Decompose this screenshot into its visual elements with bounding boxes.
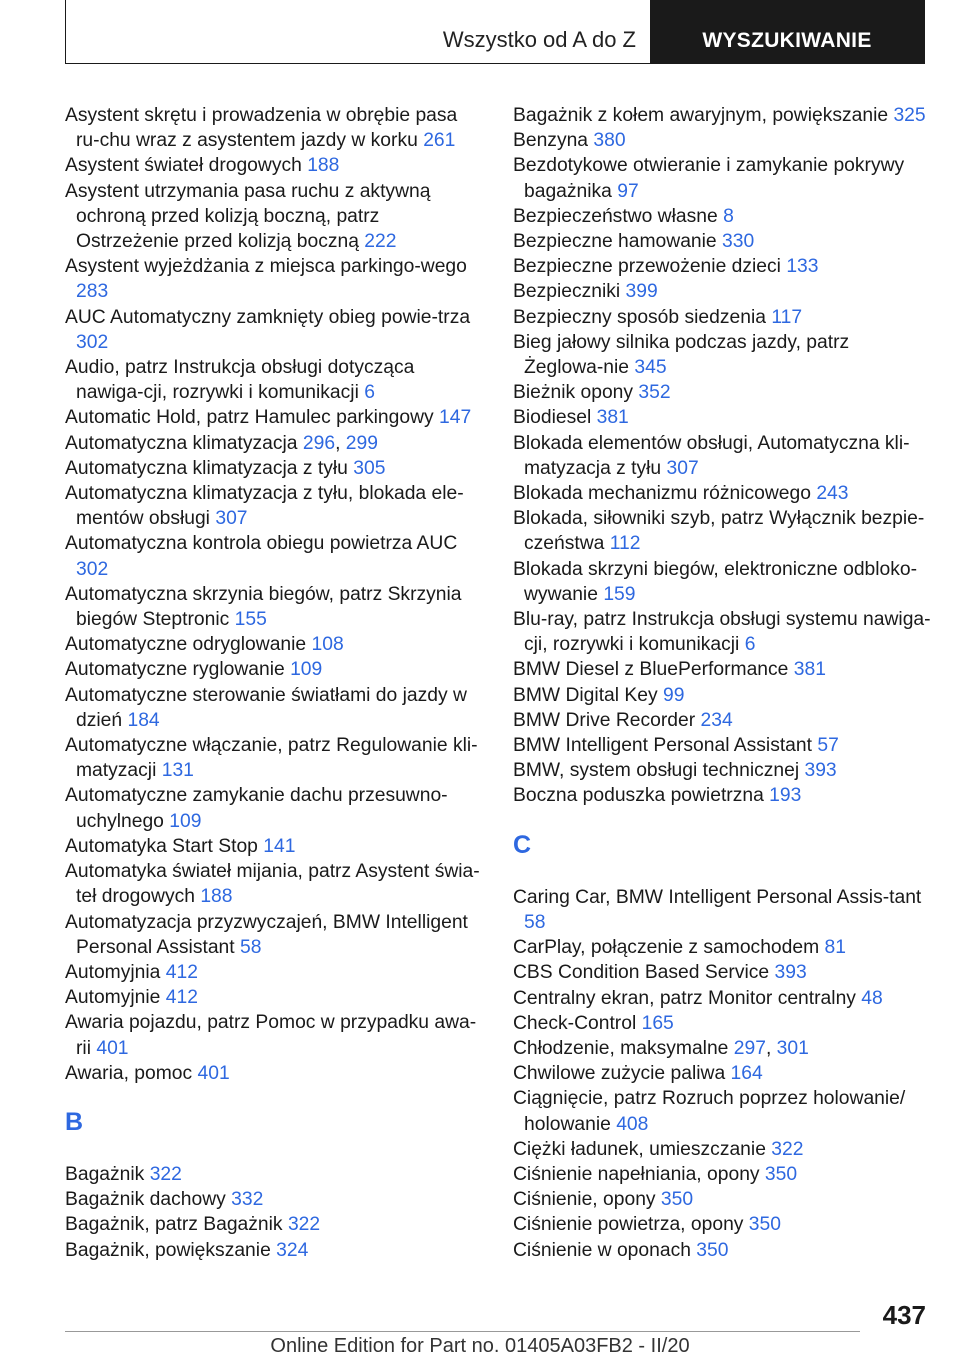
page-header [65,0,925,64]
index-entry-term: Ciśnienie w oponach [513,1239,691,1261]
index-entry-term: Automatyczne odryglowanie [65,634,307,656]
page-link[interactable]: 296 [302,432,336,454]
page-link[interactable]: 412 [165,961,198,983]
index-entry [513,683,933,708]
index-entry [513,986,933,1011]
page-link[interactable]: 305 [353,457,386,479]
index-entry [65,783,485,833]
page-link[interactable]: 184 [127,709,160,731]
index-entry-term: CarPlay, połączenie z samochodem [513,937,820,959]
page-link[interactable]: 193 [769,785,802,807]
index-entry [513,657,933,682]
page-link[interactable]: 133 [786,256,819,278]
index-entry [513,279,933,304]
index-entry-term: Bezpieczniki [513,281,621,303]
index-entry [65,1238,485,1263]
index-entry-term: Caring Car, BMW Intelligent Personal Assis‐tant [513,886,922,908]
page-link[interactable]: 131 [161,760,194,782]
index-entry-term: Centralny ekran, patrz Monitor centralny [513,987,856,1009]
section-letter-heading: B [65,1107,84,1136]
page-link[interactable]: 412 [165,987,198,1009]
index-entry [513,1061,933,1086]
index-entry [513,1137,933,1162]
index-entry [513,607,933,657]
page-link[interactable]: 164 [730,1063,763,1085]
page-link[interactable]: 8 [723,205,734,227]
page-link[interactable]: 58 [239,936,262,958]
page-link[interactable]: 234 [700,709,733,731]
index-entry-term: Bezpieczny sposób siedzenia [513,306,766,328]
index-entry [513,783,933,808]
index-entry-term: AUC Automatyczny zamknięty obieg powie‐trza [65,306,471,328]
index-entry-term: Automatic Hold, patrz Hamulec parkingowy [65,407,434,429]
index-entry-term: Blu-ray, patrz Instrukcja obsługi systemu nawiga‐cji, rozrywki i komunikacji [513,609,931,656]
page-link[interactable]: 188 [307,155,340,177]
index-entry [513,103,933,128]
page-link[interactable]: 165 [641,1012,674,1034]
index-entry [65,1162,485,1187]
page-link[interactable]: 399 [625,281,658,303]
index-entry-term: Bagażnik dachowy [65,1189,226,1211]
page-link[interactable]: 243 [816,483,849,505]
index-entry [513,305,933,330]
page-link[interactable]: 6 [364,382,375,404]
page-link[interactable]: 393 [804,760,837,782]
index-entry [513,885,933,935]
page-link[interactable]: 81 [824,937,846,959]
page-link[interactable]: 188 [200,886,233,908]
page-link[interactable]: 352 [638,382,671,404]
page-link[interactable]: 393 [774,962,807,984]
index-entry-term: Bezpieczeństwo własne [513,205,718,227]
page-link[interactable]: 324 [276,1239,309,1261]
page-link[interactable]: 6 [744,634,756,656]
index-entry-term: Bagażnik, powiększanie [65,1239,271,1261]
index-entry-term: Automatyczna kontrola obiegu powietrza AUC [65,533,458,555]
index-entry-term: CBS Condition Based Service [513,962,770,984]
page-link[interactable]: 108 [311,634,344,656]
index-entry [513,1162,933,1187]
index-entry [513,229,933,254]
index-column-right [513,103,933,1263]
index-entry-term: Blokada elementów obsługi, Automatyczna kli‐matyzacja z tyłu [513,432,910,479]
index-entry-term: Automatyka Start Stop [65,835,258,857]
page-link[interactable]: 322 [149,1163,182,1185]
index-column-left [65,103,485,1263]
index-entry-term: Asystent skrętu i prowadzenia w obrębie pasa ru‐chu wraz z asystentem jazdy w korku [65,105,458,152]
index-entry: Chłodzenie, maksymalne 297, 301 [513,1037,809,1059]
index-entry [513,153,933,203]
index-entry-term: Ciśnienie powietrza, opony [513,1214,744,1236]
index-entry-term: Automatyczne ryglowanie [65,659,285,681]
page-link[interactable]: 330 [722,231,755,253]
page-link[interactable]: 99 [663,684,685,706]
page-link[interactable]: 350 [660,1189,694,1211]
index-entry-term: BMW Digital Key [513,684,658,706]
index-entry-term: BMW Intelligent Personal Assistant [513,735,812,757]
page-link[interactable]: 381 [793,659,826,681]
index-entry-term: Ciśnienie napełniania, opony [513,1163,760,1185]
index-entry [65,1187,485,1212]
index-entry [65,153,485,178]
index-entry [513,733,933,758]
index-entry [65,456,485,481]
page-link[interactable]: 48 [861,987,883,1009]
index-entry-term: Bezdotykowe otwieranie i zamykanie pokrywy bagażnika [513,155,905,202]
index-entry-term: Automatyczna klimatyzacja z tyłu, blokada ele‐mentów obsługi [65,483,464,530]
section-letter-heading: C [513,830,532,859]
index-entry [65,355,485,405]
index-entry-term: Asystent utrzymania pasa ruchu z aktywną ochroną przed kolizją boczną, patrz Ostrzeżenie przed kolizją boczną [65,180,431,253]
page-link[interactable]: 147 [439,407,472,429]
index-entry [513,254,933,279]
page-link[interactable]: 322 [771,1138,804,1160]
index-entry [65,179,485,255]
index-entry [65,632,485,657]
index-entry [513,557,933,607]
page-link[interactable]: 297 [733,1037,766,1059]
index-entry [65,910,485,960]
index-entry-term: Automatyka świateł mijania, patrz Asystent świa‐teł drogowych [65,861,480,908]
index-entry-term: Automyjnie [65,987,161,1009]
index-entry [513,380,933,405]
index-entry-term: Asystent wyjeżdżania z miejsca parkingo‐wego [65,256,467,278]
index-entry-term: Boczna poduszka powietrzna [513,785,764,807]
index-entry-term: Ciągnięcie, patrz Rozruch poprzez holowanie/ holowanie [513,1088,906,1135]
index-entry [513,1238,933,1263]
page-link[interactable]: 261 [423,130,456,152]
page-link[interactable]: 332 [231,1189,264,1211]
index-entry-term: Bezpieczne hamowanie [513,231,717,253]
index-entry-term: Awaria pojazdu, patrz Pomoc w przypadku awa‐rii [65,1012,477,1059]
index-entry [65,481,485,531]
index-entry [65,531,485,581]
page-link[interactable]: 283 [76,281,109,303]
index-entry [513,431,933,481]
footer-edition-text: Online Edition for Part no. 01405A03FB2 - II/20 [270,1335,690,1357]
page-link[interactable]: 301 [776,1037,809,1059]
index-entry [513,1212,933,1237]
index-entry-term: Audio, patrz Instrukcja obsługi dotycząca nawiga‐cji, rozrywki i komunikacji [65,357,415,404]
index-entry-term: Automatyczne włączanie, patrz Regulowanie kli‐matyzacji [65,735,478,782]
page-link[interactable]: 302 [76,331,109,353]
index-entry-term: Automatyczne sterowanie światłami do jazdy w dzień [65,684,467,731]
tab-search[interactable]: WYSZUKIWANIE [650,0,924,63]
index-entry [65,733,485,783]
index-entry: Automatyczna klimatyzacja 296, 299 [65,432,378,454]
index-entry-term: Automyjnia [65,961,161,983]
index-entry-term: Bieżnik opony [513,382,634,404]
index-entry [65,834,485,859]
page-link[interactable]: 307 [215,508,248,530]
index-entry-term: Bezpieczne przewożenie dzieci [513,256,781,278]
index-entry [513,481,933,506]
page-link[interactable]: 57 [817,735,839,757]
page-link[interactable]: 401 [197,1062,230,1084]
index-entry [65,657,485,682]
index-entry [513,1011,933,1036]
footer-divider [65,1331,860,1332]
index-entry-term: Benzyna [513,130,589,152]
index-entry-term: Automatyczna skrzynia biegów, patrz Skrzynia biegów Steptronic [65,583,462,631]
index-entry [65,405,485,430]
page-link[interactable]: 299 [345,432,378,454]
index-entry-term: BMW, system obsługi technicznej [513,760,800,782]
index-entry [513,935,933,960]
index-entry [513,708,933,733]
index-entry-term: Biodiesel [513,407,592,429]
page-link[interactable]: 117 [771,306,803,328]
index-entry [513,758,933,783]
index-entry-term: Bagażnik, patrz Bagażnik [65,1214,283,1236]
index-entry [513,506,933,556]
page-link[interactable]: 112 [609,533,641,555]
page-number: 437 [882,1300,926,1330]
index-entry-term: Bagażnik [65,1163,145,1185]
index-entry [65,859,485,909]
page-link[interactable]: 222 [364,231,397,253]
index-entry [513,330,933,380]
page-link[interactable]: 58 [524,911,546,933]
index-entry [65,103,485,153]
index-entry-term: Blokada skrzyni biegów, elektroniczne odbloko‐wywanie [513,558,918,605]
page-link[interactable]: 109 [169,810,202,832]
index-entry-term: Ciśnienie, opony [513,1189,656,1211]
index-entry-term: Automatyczne zamykanie dachu przesuwno‐uchylnego [65,785,448,832]
index-entry-term: Blokada mechanizmu różnicowego [513,483,811,505]
index-entry [513,405,933,430]
index-entry-term: Bagażnik z kołem awaryjnym, powiększanie [513,105,889,126]
index-entry [513,1187,933,1212]
index-entry-term: Automatyczna klimatyzacja z tyłu [65,457,348,479]
index-entry [65,1212,485,1237]
page-link[interactable]: 381 [596,407,629,429]
index-entry-term: Automatyczna klimatyzacja [65,432,298,454]
index-entry [513,204,933,229]
index-entry-term: Chłodzenie, maksymalne [513,1037,729,1059]
page-link[interactable]: 155 [234,609,267,631]
index-entry [513,1086,933,1136]
page-link[interactable]: 302 [76,558,109,580]
page-link[interactable]: 350 [764,1163,798,1185]
index-entry-term: Chwilowe zużycie paliwa [513,1063,726,1085]
page-link[interactable]: 345 [634,357,667,379]
page-link[interactable]: 401 [96,1037,129,1059]
index-entry [65,254,485,304]
index-entry-term: Bieg jałowy silnika podczas jazdy, patrz Żeglowa‐nie [513,331,850,379]
page-link[interactable]: 380 [593,130,626,152]
page-link[interactable]: 350 [748,1214,781,1236]
page-link[interactable]: 307 [666,457,699,479]
index-entry [513,128,933,153]
index-entry [65,582,485,632]
index-entry-term: BMW Diesel z BluePerformance [513,659,789,681]
page-link[interactable]: 325 [893,105,926,126]
page-link[interactable]: 141 [263,835,296,857]
page-link[interactable]: 408 [616,1113,649,1135]
index-entry-term: Automatyzacja przyzwyczajeń, BMW Intelligent Personal Assistant [65,911,468,958]
index-entry [513,960,933,985]
index-entry-term: Blokada, siłowniki szyb, patrz Wyłącznik bezpie‐czeństwa [513,508,925,555]
index-entry [65,683,485,733]
index-entry-term: Asystent świateł drogowych [65,155,302,177]
page-link[interactable]: 109 [290,659,323,681]
index-entry-term: Awaria, pomoc [65,1062,193,1084]
page-link[interactable]: 97 [617,180,639,202]
index-entry [65,1010,485,1060]
index-entry-term: Check-Control [513,1012,637,1034]
index-entry [65,1061,485,1086]
tab-a-to-z[interactable]: Wszystko od A do Z [442,27,636,52]
index-entry [65,305,485,355]
index-entry [65,960,485,985]
index-entry [65,985,485,1010]
index-entry-term: BMW Drive Recorder [513,709,696,731]
index-entry-term: Ciężki ładunek, umieszczanie [513,1138,766,1160]
page-link[interactable]: 322 [287,1214,321,1236]
page-link[interactable]: 350 [696,1239,729,1261]
page-link[interactable]: 159 [603,583,636,605]
